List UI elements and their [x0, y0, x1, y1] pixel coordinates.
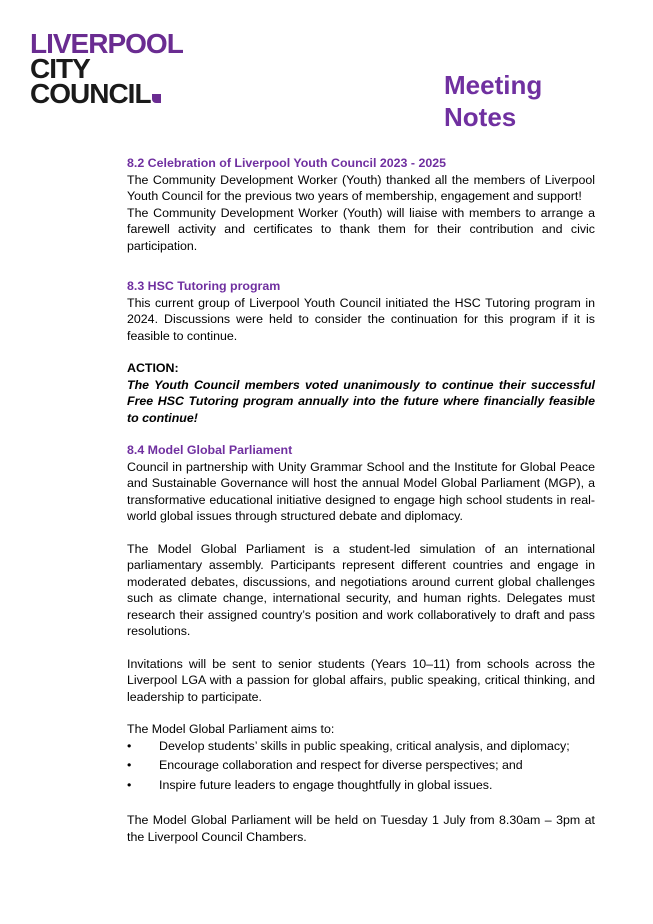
list-item — [127, 777, 595, 794]
section-8-4-paragraph-1: Council in partnership with Unity Grammar School and the Institute for Global Peace and Sustainable Governance will host the annual Model Global Parliament (MGP), a transformative educational initiative designed to engage high school students in real-world global issues through structured debate and diplomacy. — [127, 459, 595, 523]
aims-intro: The Model Global Parliament aims to: — [127, 722, 335, 736]
aim-text: Inspire future leaders to engage thoughtfully in global issues. — [159, 777, 493, 792]
section-8-4-paragraph-3: Invitations will be sent to senior students (Years 10–11) from schools across the Liverpool LGA with a passion for global affairs, public speaking, critical thinking, and leadership to participate. — [127, 656, 595, 704]
section-8-2-paragraph-1: The Community Development Worker (Youth) thanked all the members of Liverpool Youth Council for the previous two years of membership, engagement and support! — [127, 172, 595, 203]
aim-text: Develop students’ skills in public speaking, critical analysis, and diplomacy; — [159, 738, 570, 753]
spacer — [127, 705, 595, 721]
bullet-icon: • — [127, 777, 132, 792]
list-item — [127, 738, 595, 755]
bullet-icon: • — [127, 738, 132, 753]
closing-paragraph: The Model Global Parliament will be held on Tuesday 1 July from 8.30am – 3pm at the Liverpool Council Chambers. — [127, 813, 595, 844]
logo-text-liverpool: LIVERPOOL — [30, 28, 183, 59]
list-item — [127, 757, 595, 774]
section-8-2-paragraph-2: The Community Development Worker (Youth) will liaise with members to arrange a farewell activity and certificates to thank them for their contribution and civic participation. — [127, 205, 595, 253]
logo-mark-icon — [152, 94, 161, 103]
spacer — [127, 344, 595, 360]
spacer — [127, 525, 595, 541]
spacer — [127, 640, 595, 656]
section-heading-8-2: 8.2 Celebration of Liverpool Youth Council 2023 - 2025 — [127, 156, 447, 170]
section-heading-8-3: 8.3 HSC Tutoring program — [127, 279, 281, 293]
spacer — [127, 254, 595, 273]
council-logo — [30, 28, 183, 109]
aim-text: Encourage collaboration and respect for diverse perspectives; and — [159, 758, 523, 772]
document-title — [444, 69, 542, 133]
logo-text-city: CITY — [30, 53, 90, 84]
bullet-icon: • — [127, 758, 132, 772]
logo-text-council: COUNCIL — [30, 78, 151, 109]
spacer — [127, 796, 595, 812]
document-title-line1: Meeting — [444, 70, 543, 100]
section-heading-8-4: 8.4 Model Global Parliament — [127, 443, 293, 457]
action-text: The Youth Council members voted unanimously to continue their successful Free HSC Tutoring program annually into the future where financially feasible to continue! — [127, 377, 595, 425]
aims-list — [127, 738, 595, 794]
section-8-4 — [127, 442, 595, 845]
notes-body — [127, 155, 595, 845]
section-8-4-paragraph-2: The Model Global Parliament is a student-led simulation of an international parliamentary assembly. Participants represent different countries and engage in moderated debates, discussions, and negotiations around current global challenges such as climate change, international security, and human rights. Delegates must research their assigned country’s position and work collaboratively to draft and pass resolutions. — [127, 541, 595, 638]
spacer — [127, 426, 595, 442]
action-label: ACTION: — [127, 361, 179, 375]
section-8-3-paragraph-1: This current group of Liverpool Youth Council initiated the HSC Tutoring program in 2024. Discussions were held to consider the continuation for this program if it is feasible to continue. — [127, 295, 595, 343]
section-8-3 — [127, 278, 595, 426]
document-title-line2: Notes — [444, 102, 517, 132]
section-8-2 — [127, 155, 595, 254]
logo-text-council-row — [30, 78, 183, 109]
